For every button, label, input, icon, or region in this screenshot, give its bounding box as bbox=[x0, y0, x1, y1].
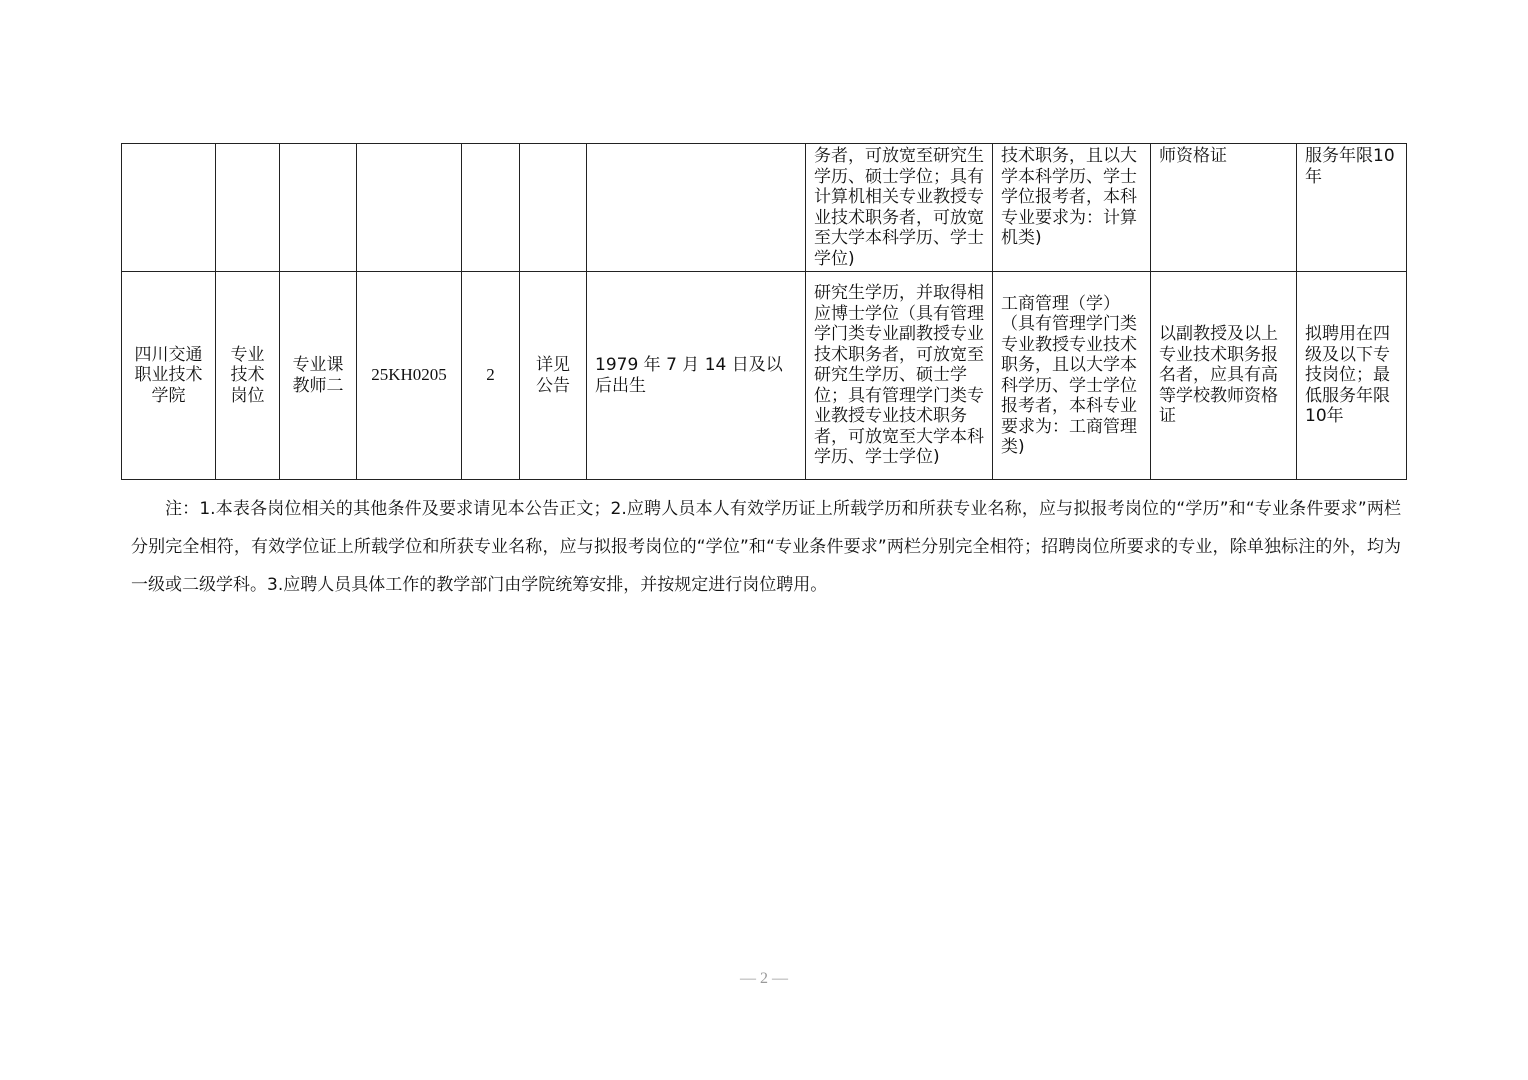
cell-code: 25KH0205 bbox=[357, 272, 462, 480]
cell-major: 技术职务，且以大学本科学历、学士学位报考者，本科专业要求为：计算机类) bbox=[993, 144, 1151, 272]
cell-unit bbox=[122, 144, 216, 272]
cell-other-requirements: 以副教授及以上专业技术职务报名者，应具有高等学校教师资格证 bbox=[1151, 272, 1297, 480]
cell-count bbox=[462, 144, 520, 272]
cell-method bbox=[520, 144, 587, 272]
table-row bbox=[122, 144, 1407, 272]
cell-major: 工商管理（学）（具有管理学门类专业教授专业技术职务，且以大学本科学历、学士学位报考者，本科专业要求为：工商管理类) bbox=[993, 272, 1151, 480]
cell-method: 详见公告 bbox=[520, 272, 587, 480]
cell-post bbox=[280, 144, 357, 272]
table-footnote: 注：1.本表各岗位相关的其他条件及要求请见本公告正文；2.应聘人员本人有效学历证上所载学历和所获专业名称，应与拟报考岗位的“学历”和“专业条件要求”两栏分别完全相符，有效学位证上所载学位和所获专业名称，应与拟报考岗位的“学位”和“专业条件要求”两栏分别完全相符；招聘岗位所要求的专业，除单独标注的外，均为一级或二级学科。3.应聘人员具体工作的教学部门由学院统筹安排，并按规定进行岗位聘用。 bbox=[131, 499, 1401, 595]
cell-count: 2 bbox=[462, 272, 520, 480]
cell-remark: 服务年限10年 bbox=[1297, 144, 1407, 272]
table-row bbox=[122, 272, 1407, 480]
cell-age bbox=[587, 144, 806, 272]
cell-post: 专业课教师二 bbox=[280, 272, 357, 480]
page-number: — 2 — bbox=[740, 970, 788, 987]
cell-education: 研究生学历，并取得相应博士学位（具有管理学门类专业副教授专业技术职务者，可放宽至研究生学历、硕士学位；具有管理学门类专业教授专业技术职务者，可放宽至大学本科学历、学士学位) bbox=[806, 272, 993, 480]
cell-remark: 拟聘用在四级及以下专技岗位；最低服务年限10年 bbox=[1297, 272, 1407, 480]
cell-education: 务者，可放宽至研究生学历、硕士学位；具有计算机相关专业教授专业技术职务者，可放宽至大学本科学历、学士学位) bbox=[806, 144, 993, 272]
cell-age: 1979 年 7 月 14 日及以后出生 bbox=[587, 272, 806, 480]
cell-code bbox=[357, 144, 462, 272]
cell-category: 专业技术岗位 bbox=[216, 272, 280, 480]
cell-category bbox=[216, 144, 280, 272]
recruitment-table bbox=[121, 143, 1407, 480]
cell-unit: 四川交通职业技术学院 bbox=[122, 272, 216, 480]
cell-other-requirements: 师资格证 bbox=[1151, 144, 1297, 272]
